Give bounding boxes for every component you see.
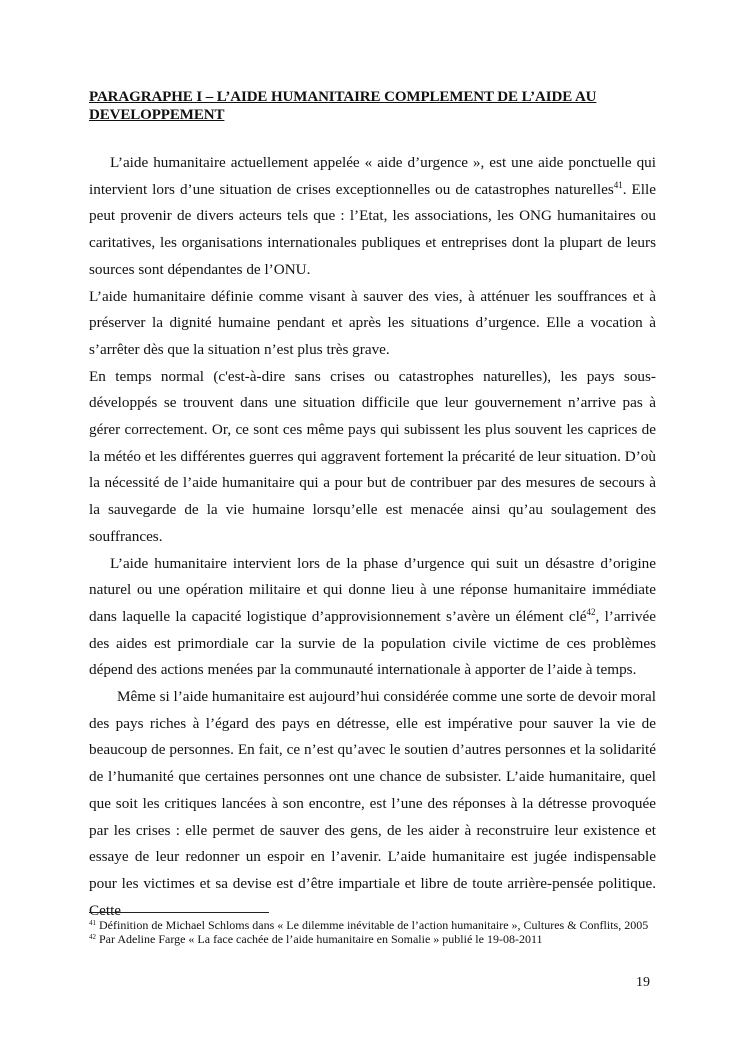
footnotes [89, 918, 664, 946]
paragraph-1-text-start: L’aide humanitaire actuellement appelée « aide d’urgence », est une aide ponctuelle qui intervient lors d’une situation de crises exceptionnelles ou de catastrophes naturelles [89, 154, 656, 198]
footnote-separator [89, 912, 269, 913]
paragraph-1-text-end: . Elle peut provenir de divers acteurs tels que : l’Etat, les associations, les ONG humanitaires ou caritatives, les organisations internationales publiques et entreprises dont la plupart de leurs sources sont dépendantes de l’ONU. [89, 180, 656, 278]
footnote-42 [89, 932, 664, 946]
footnote-text: Par Adeline Farge « La face cachée de l’aide humanitaire en Somalie » publié le 19-08-2011 [99, 932, 543, 946]
footnote-ref-41[interactable]: 41 [613, 179, 623, 190]
page-number: 19 [636, 975, 650, 990]
body-text [89, 150, 656, 924]
footnote-text: Définition de Michael Schloms dans « Le dilemme inévitable de l’action humanitaire », Cultures & Conflits, 2005 [99, 918, 649, 932]
paragraph-4 [89, 551, 656, 685]
paragraph-5: Même si l’aide humanitaire est aujourd’hui considérée comme une sorte de devoir moral des pays riches à l’égard des pays en détresse, elle est impérative pour sauver la vie de beaucoup de personnes. En fait, ce n’est qu’avec le soutien d’autres personnes et la solidarité de l’humanité que certaines personnes ont une chance de subsister. L’aide humanitaire, quel que soit les critiques lancées à son encontre, est l’une des réponses à la détresse provoquée par les crises : elle permet de sauver des gens, de les aider à reconstruire leur existence et essaye de leur redonner un espoir en l’avenir. L’aide humanitaire est jugée indispensable pour les victimes et sa devise est d’être impartiale et libre de toute arrière-pensée politique. Cette [89, 688, 656, 919]
paragraph-2: L’aide humanitaire définie comme visant à sauver des vies, à atténuer les souffrances et à préserver la dignité humaine pendant et après les situations d’urgence. Elle a vocation à s’arrêter dès que la situation n’est plus très grave. [89, 287, 656, 358]
paragraph-4-text-end: , l’arrivée des aides est primordiale car la survie de la population civile victime de ces problèmes dépend des actions menées par la communauté internationale à apporter de l’aide à temps. [89, 607, 656, 679]
paragraph-4-text-start: L’aide humanitaire intervient lors de la phase d’urgence qui suit un désastre d’origine naturel ou une opération militaire et qui donne lieu à une réponse humanitaire immédiate dans laquelle la capacité logistique d’approvisionnement s’avère un élément clé [89, 554, 656, 625]
section-heading: PARAGRAPHE I – L’AIDE HUMANITAIRE COMPLEMENT DE L’AIDE AU DEVELOPPEMENT [89, 89, 597, 123]
paragraph-3: En temps normal (c'est-à-dire sans crises ou catastrophes naturelles), les pays sous-développés se trouvent dans une situation difficile que leur gouvernement n’arrive pas à gérer correctement. Or, ce sont ces même pays qui subissent les plus souvent les caprices de la météo et les différentes guerres qui aggravent fortement la précarité de leur situation. D’où la nécessité de l’aide humanitaire qui a pour but de contribuer par des mesures de secours à la sauvegarde de la vie humaine lorsqu’elle est menacée ainsi qu’au soulagement des souffrances. [89, 367, 656, 545]
footnote-ref-42[interactable]: 42 [586, 606, 596, 617]
footnote-number: 41 [89, 919, 96, 927]
footnote-number: 42 [89, 933, 96, 941]
paragraph-1 [89, 150, 656, 284]
footnote-41 [89, 918, 664, 932]
